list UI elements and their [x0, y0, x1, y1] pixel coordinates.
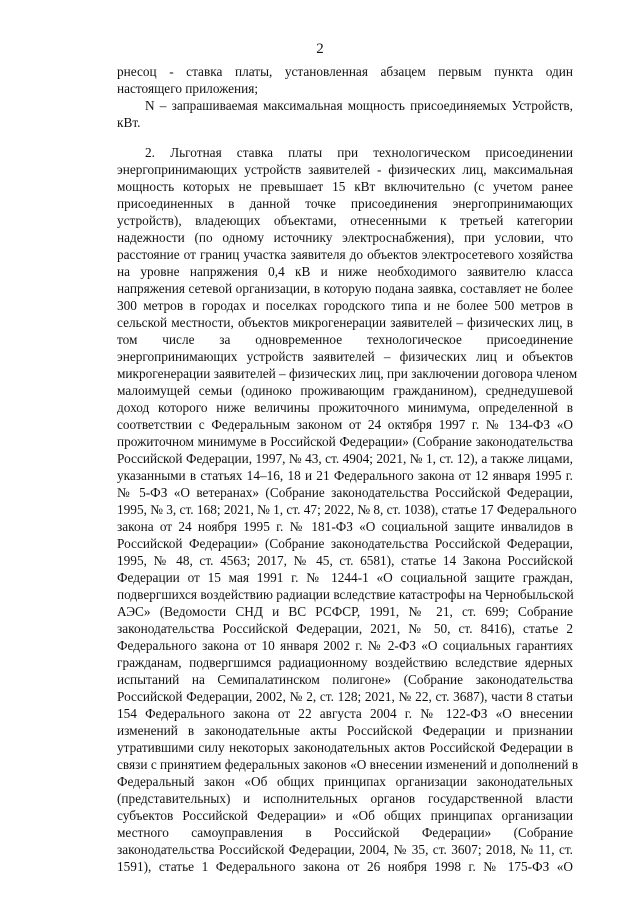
text-line: испытаний на Семипалатинском полигоне» (Собрание законодательства: [117, 672, 573, 687]
text-line: соответствии с Федеральным законом от 24 октября 1997 г. № 134-ФЗ «О: [117, 417, 573, 432]
text-line: утратившими силу некоторых законодательных актов Российской Федерации в: [117, 740, 573, 755]
text-line: том числе за одновременное технологическое присоединение: [117, 332, 573, 347]
text-line: настоящего приложения;: [117, 81, 259, 96]
text-line: малоимущей семьи (одиноко проживающим гражданином), среднедушевой: [117, 383, 573, 398]
text-line: субъектов Российской Федерации» и «Об общих принципах организации: [117, 808, 573, 823]
text-line: 1995, № 3, ст. 168; 2021, № 1, ст. 47; 2022, № 8, ст. 1038), статье 17 Федерального: [117, 502, 577, 517]
text-line: микрогенерации заявителей – физических лиц, при заключении договора членом: [117, 366, 578, 381]
text-line: 1591), статье 1 Федерального закона от 26 ноября 1998 г. № 175-ФЗ «О: [117, 859, 573, 874]
text-line: рнесоц - ставка платы, установленная абзацем первым пункта один: [117, 64, 573, 79]
text-line: надежности (по одному источнику электроснабжения), при условии, что: [117, 230, 573, 245]
text-line: расстояние от границ участка заявителя до объектов электросетевого хозяйства: [117, 247, 573, 262]
text-line: законодательства Российской Федерации, 2004, № 35, ст. 3607; 2018, № 11, ст.: [117, 842, 573, 857]
text-line: энергопринимающих устройств заявителей - физических лиц, максимальная: [117, 162, 573, 177]
text-line: сельской местности, объектов микрогенерации заявителей – физических лиц, в: [117, 315, 573, 330]
text-line: N – запрашиваемая максимальная мощность присоединяемых Устройств,: [145, 98, 573, 113]
text-line: мощность которых не превышает 15 кВт включительно (с учетом ранее: [117, 179, 573, 194]
page-number: 2: [316, 41, 324, 57]
text-line: устройств), владеющих объектами, отнесенными к третьей категории: [117, 213, 573, 228]
text-line: АЭС» (Ведомости СНД и ВС РСФСР, 1991, № 21, ст. 699; Собрание: [117, 604, 573, 619]
text-line: местного самоуправления в Российской Федерации» (Собрание: [117, 825, 573, 840]
text-line: 1995, № 48, ст. 4563; 2017, № 45, ст. 6581), статье 14 Закона Российской: [117, 553, 573, 568]
text-line: гражданам, подвергшимся радиационному воздействию вследствие ядерных: [117, 655, 573, 670]
text-line: прожиточном минимуме в Российской Федерации» (Собрание законодательства: [117, 434, 573, 449]
text-line: закона от 24 ноября 1995 г. № 181-ФЗ «О социальной защите инвалидов в: [117, 519, 573, 534]
text-line: (представительных) и исполнительных органов государственной власти: [117, 791, 573, 806]
text-line: Российской Федерации» (Собрание законодательства Российской Федерации,: [117, 536, 573, 551]
text-line: энергопринимающих устройств заявителей – физических лиц и объектов: [117, 349, 573, 364]
text-line: напряжения сетевой организации, в которую подана заявка, составляет не более: [117, 281, 573, 296]
text-line: Федерации от 15 мая 1991 г. № 1244-1 «О социальной защите граждан,: [117, 570, 573, 585]
text-line: Российской Федерации, 2002, № 2, ст. 128; 2021, № 22, ст. 3687), части 8 статьи: [117, 689, 573, 704]
text-line: подвергшихся воздействию радиации вследствие катастрофы на Чернобыльской: [117, 587, 574, 602]
text-line: изменений в законодательные акты Российской Федерации и признании: [117, 723, 573, 738]
text-line: № 5-ФЗ «О ветеранах» (Собрание законодательства Российской Федерации,: [117, 485, 573, 500]
text-line: на уровне напряжения 0,4 кВ и ниже необходимого заявителю класса: [117, 264, 573, 279]
text-line: законодательства Российской Федерации, 2021, № 50, ст. 8416), статье 2: [117, 621, 573, 636]
text-line: связи с принятием федеральных законов «О внесении изменений и дополнений в: [117, 757, 579, 772]
text-line: 300 метров в городах и поселках городского типа и не более 500 метров в: [117, 298, 573, 313]
text-line: Федерального закона от 10 января 2002 г. № 2-ФЗ «О социальных гарантиях: [117, 638, 573, 653]
text-line: 154 Федерального закона от 22 августа 2004 г. № 122-ФЗ «О внесении: [117, 706, 573, 721]
text-line: 2. Льготная ставка платы при технологическом присоединении: [145, 145, 573, 160]
text-line: присоединенных в данной точке присоединения энергопринимающих: [117, 196, 573, 211]
text-line: кВт.: [117, 115, 141, 130]
text-line: Федеральный закон «Об общих принципах организации законодательных: [117, 774, 573, 789]
text-line: указанными в статьях 14–16, 18 и 21 Федерального закона от 12 января 1995 г.: [117, 468, 573, 483]
text-line: доход которого ниже величины прожиточного минимума, определенной в: [117, 400, 573, 415]
text-line: Российской Федерации, 1997, № 43, ст. 4904; 2021, № 1, ст. 12), а также лицами,: [117, 451, 573, 466]
